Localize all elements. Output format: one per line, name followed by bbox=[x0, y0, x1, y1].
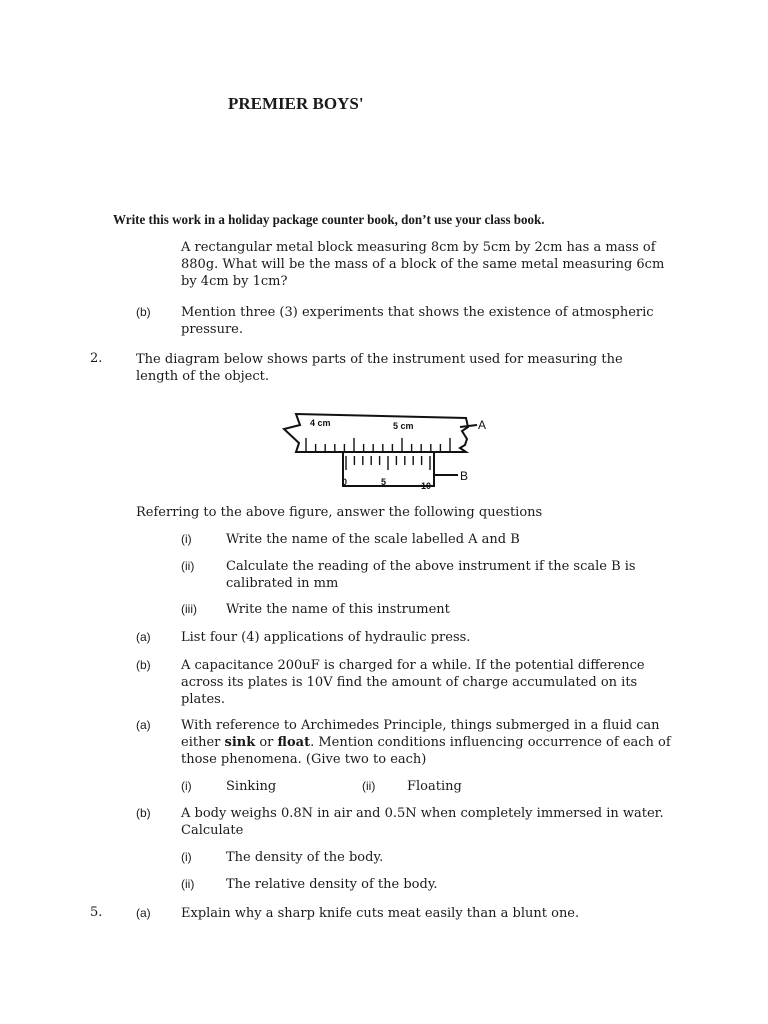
q3b-label: (b) bbox=[136, 658, 151, 672]
q4a-label: (a) bbox=[136, 718, 151, 732]
q4b-ii-label: (ii) bbox=[181, 877, 195, 891]
page-title: PREMIER BOYS' bbox=[228, 94, 364, 113]
q5a-text: Explain why a sharp knife cuts meat easily than a blunt one. bbox=[181, 906, 580, 921]
q4b-text: A body weighs 0.8N in air and 0.5N when completely immersed in water. Calculate bbox=[181, 806, 664, 838]
q2-referring-text: Referring to the above figure, answer the following questions bbox=[136, 505, 543, 520]
q2iii-text: Write the name of this instrument bbox=[226, 602, 450, 617]
q2iii-label: (iii) bbox=[181, 602, 197, 616]
main-scale-label-5cm: 5 cm bbox=[393, 421, 414, 431]
q4a-text: With reference to Archimedes Principle, things submerged in a fluid can either sink or float. Mention conditions influencing occurrence of each of those phenomena. (Give two to each) bbox=[181, 718, 671, 767]
q2i-label: (i) bbox=[181, 532, 192, 546]
q4a-sinking-text: Sinking bbox=[226, 779, 277, 794]
vernier-label-10: 10 bbox=[421, 481, 432, 491]
q2i-text: Write the name of the scale labelled A and B bbox=[226, 532, 520, 547]
q4a-bold-sink: sink bbox=[224, 735, 256, 750]
q4a-ii-label: (ii) bbox=[362, 779, 376, 793]
vernier-label-0: 0 bbox=[342, 477, 348, 487]
q4b-ii-text: The relative density of the body. bbox=[226, 877, 438, 892]
q2-number: 2. bbox=[90, 351, 103, 366]
q4a-i-label: (i) bbox=[181, 779, 192, 793]
q5a-label: (a) bbox=[136, 906, 151, 920]
scale-label-b: B bbox=[460, 469, 469, 483]
q4a-floating-text: Floating bbox=[407, 779, 462, 794]
q4a-bold-float: float bbox=[277, 735, 311, 750]
q1b-text: Mention three (3) experiments that shows the existence of atmospheric pressure. bbox=[181, 305, 654, 337]
instruction-text: Write this work in a holiday package counter book, don’t use your class book. bbox=[113, 213, 545, 228]
scale-label-a: A bbox=[478, 418, 487, 432]
q3b-text: A capacitance 200uF is charged for a while. If the potential difference across its plates is 10V find the amount of charge accumulated on its plates. bbox=[181, 658, 645, 707]
q3a-text: List four (4) applications of hydraulic press. bbox=[181, 630, 471, 645]
q2-intro: The diagram below shows parts of the instrument used for measuring the length of the object. bbox=[136, 352, 623, 384]
main-scale-label-4cm: 4 cm bbox=[310, 418, 331, 428]
q3a-label: (a) bbox=[136, 630, 151, 644]
main-scale-ticks bbox=[306, 438, 450, 452]
q2ii-text: Calculate the reading of the above instrument if the scale B is calibrated in mm bbox=[226, 559, 636, 591]
vernier-label-5: 5 bbox=[381, 477, 387, 487]
q1b-label: (b) bbox=[136, 305, 151, 319]
q5-number: 5. bbox=[90, 905, 103, 920]
q4b-i-text: The density of the body. bbox=[226, 850, 384, 865]
vernier-scale-ticks bbox=[346, 456, 430, 470]
vernier-caliper-diagram bbox=[280, 405, 500, 495]
q1a-text: A rectangular metal block measuring 8cm by 5cm by 2cm has a mass of 880g. What will be the mass of a block of the same metal measuring 6cm by 4cm by 1cm? bbox=[181, 240, 665, 289]
q4b-i-label: (i) bbox=[181, 850, 192, 864]
q4b-label: (b) bbox=[136, 806, 151, 820]
q2ii-label: (ii) bbox=[181, 559, 195, 573]
